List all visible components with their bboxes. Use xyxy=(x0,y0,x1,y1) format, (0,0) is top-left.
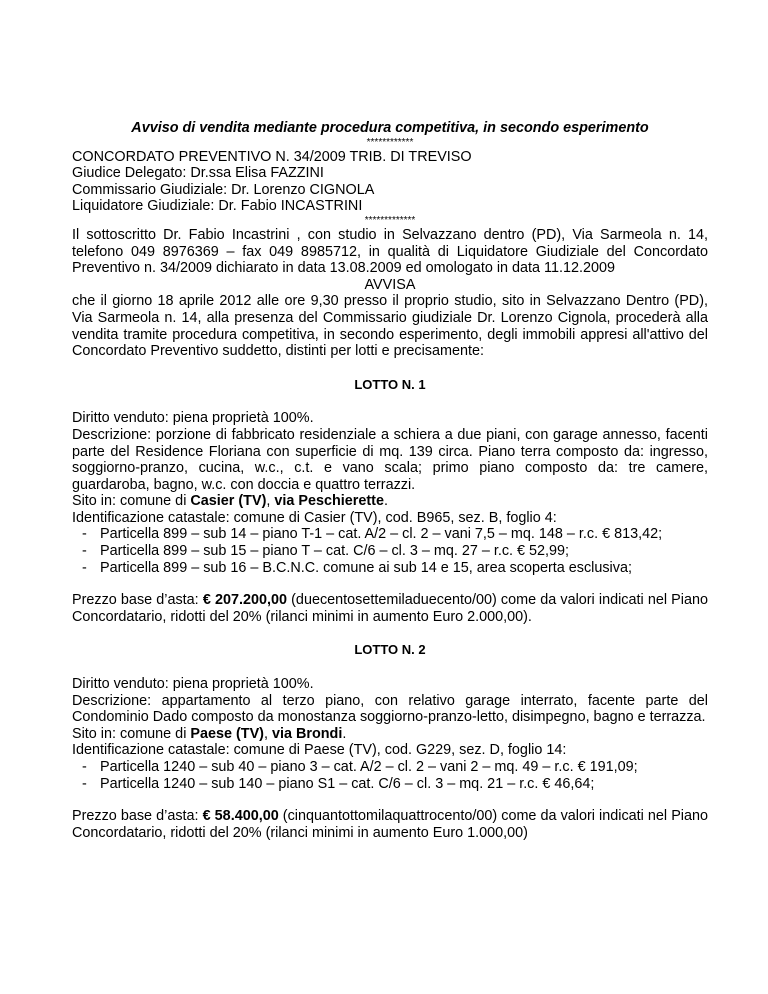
lotto-1-descrizione: Descrizione: porzione di fabbricato residenziale a schiera a due piani, con garage annesso, facenti parte del Residence Floriana con superficie di mq. 139 circa. Piano terra composto da: ingresso, soggiorno-pranzo, cucina, w.c., c.t. e vano scala; primo piano composto da: tre camere, guardaroba, bagno, w.c. con doccia e quattro terrazzi. xyxy=(72,426,708,493)
lotto-1-catastale: Identificazione catastale: comune di Casier (TV), cod. B965, sez. B, foglio 4: xyxy=(72,509,557,526)
avvisa-heading: AVVISA xyxy=(364,276,416,293)
lotto-1-title: LOTTO N. 1 xyxy=(354,376,426,392)
intro-paragraph: Il sottoscritto Dr. Fabio Incastrini , con studio in Selvazzano dentro (PD), Via Sarmeola n. 14, telefono 049 8976369 – fax 049 8985712, in qualità di Liquidatore Giudiziale del Concordato Preventivo n. 34/2009 dichiarato in data 13.08.2009 ed omologato in data 11.12.2009 xyxy=(72,226,708,277)
lotto-2-diritto: Diritto venduto: piena proprietà 100%. xyxy=(72,676,314,693)
list-item: - Particella 1240 – sub 140 – piano S1 – cat. C/6 – cl. 3 – mq. 21 – r.c. € 46,64; xyxy=(72,776,708,793)
lotto-1-prezzo: Prezzo base d’asta: € 207.200,00 (duecentosettemiladuecento/00) come da valori indicati nel Piano Concordatario, ridotti del 20% (rilanci minimi in aumento Euro 2.000,00). xyxy=(72,592,708,625)
lotto-2-particelle xyxy=(72,759,708,792)
document-page xyxy=(72,120,708,841)
separator-stars: ************* xyxy=(364,214,416,226)
list-item: - Particella 899 – sub 15 – piano T – cat. C/6 – cl. 3 – mq. 27 – r.c. € 52,99; xyxy=(72,543,708,560)
lotto-2-prezzo: Prezzo base d’asta: € 58.400,00 (cinquantottomilaquattrocento/00) come da valori indicati nel Piano Concordatario, ridotti del 20% (rilanci minimi in aumento Euro 1.000,00) xyxy=(72,808,708,841)
list-item: - Particella 899 – sub 16 – B.C.N.C. comune ai sub 14 e 15, area scoperta esclusiva; xyxy=(72,560,708,577)
liquidator-line: Liquidatore Giudiziale: Dr. Fabio INCASTRINI xyxy=(72,198,363,215)
judge-line: Giudice Delegato: Dr.ssa Elisa FAZZINI xyxy=(72,165,324,182)
list-item: - Particella 899 – sub 14 – piano T-1 – cat. A/2 – cl. 2 – vani 7,5 – mq. 148 – r.c. € 813,42; xyxy=(72,526,708,543)
lotto-2-title: LOTTO N. 2 xyxy=(354,642,426,658)
commissioner-line: Commissario Giudiziale: Dr. Lorenzo CIGNOLA xyxy=(72,181,375,198)
notice-paragraph: che il giorno 18 aprile 2012 alle ore 9,30 presso il proprio studio, sito in Selvazzano Dentro (PD), Via Sarmeola n. 14, alla presenza del Commissario giudiziale Dr. Lorenzo Cignola, procederà alla vendita tramite procedura competitiva, in secondo esperimento, degli immobili appresi all'attivo del Concordato Preventivo suddetto, distinti per lotti e precisamente: xyxy=(72,293,708,360)
lotto-1-particelle xyxy=(72,526,708,576)
procedure-line: CONCORDATO PREVENTIVO N. 34/2009 TRIB. DI TREVISO xyxy=(72,148,472,165)
list-item: - Particella 1240 – sub 40 – piano 3 – cat. A/2 – cl. 2 – vani 2 – mq. 49 – r.c. € 191,09; xyxy=(72,759,708,776)
lotto-2-catastale: Identificazione catastale: comune di Paese (TV), cod. G229, sez. D, foglio 14: xyxy=(72,742,567,759)
lotto-1-diritto: Diritto venduto: piena proprietà 100%. xyxy=(72,410,314,427)
lotto-2-sito: Sito in: comune di Paese (TV), via Brondi. xyxy=(72,725,347,742)
lotto-1-sito: Sito in: comune di Casier (TV), via Peschierette. xyxy=(72,493,388,510)
lotto-2-descrizione: Descrizione: appartamento al terzo piano, con relativo garage interrato, facente parte del Condominio Dado composto da monostanza soggiorno-pranzo-letto, disimpegno, bagno e terrazza. xyxy=(72,692,708,726)
document-title: Avviso di vendita mediante procedura competitiva, in secondo esperimento xyxy=(131,120,649,136)
separator-stars: ************ xyxy=(366,136,414,148)
